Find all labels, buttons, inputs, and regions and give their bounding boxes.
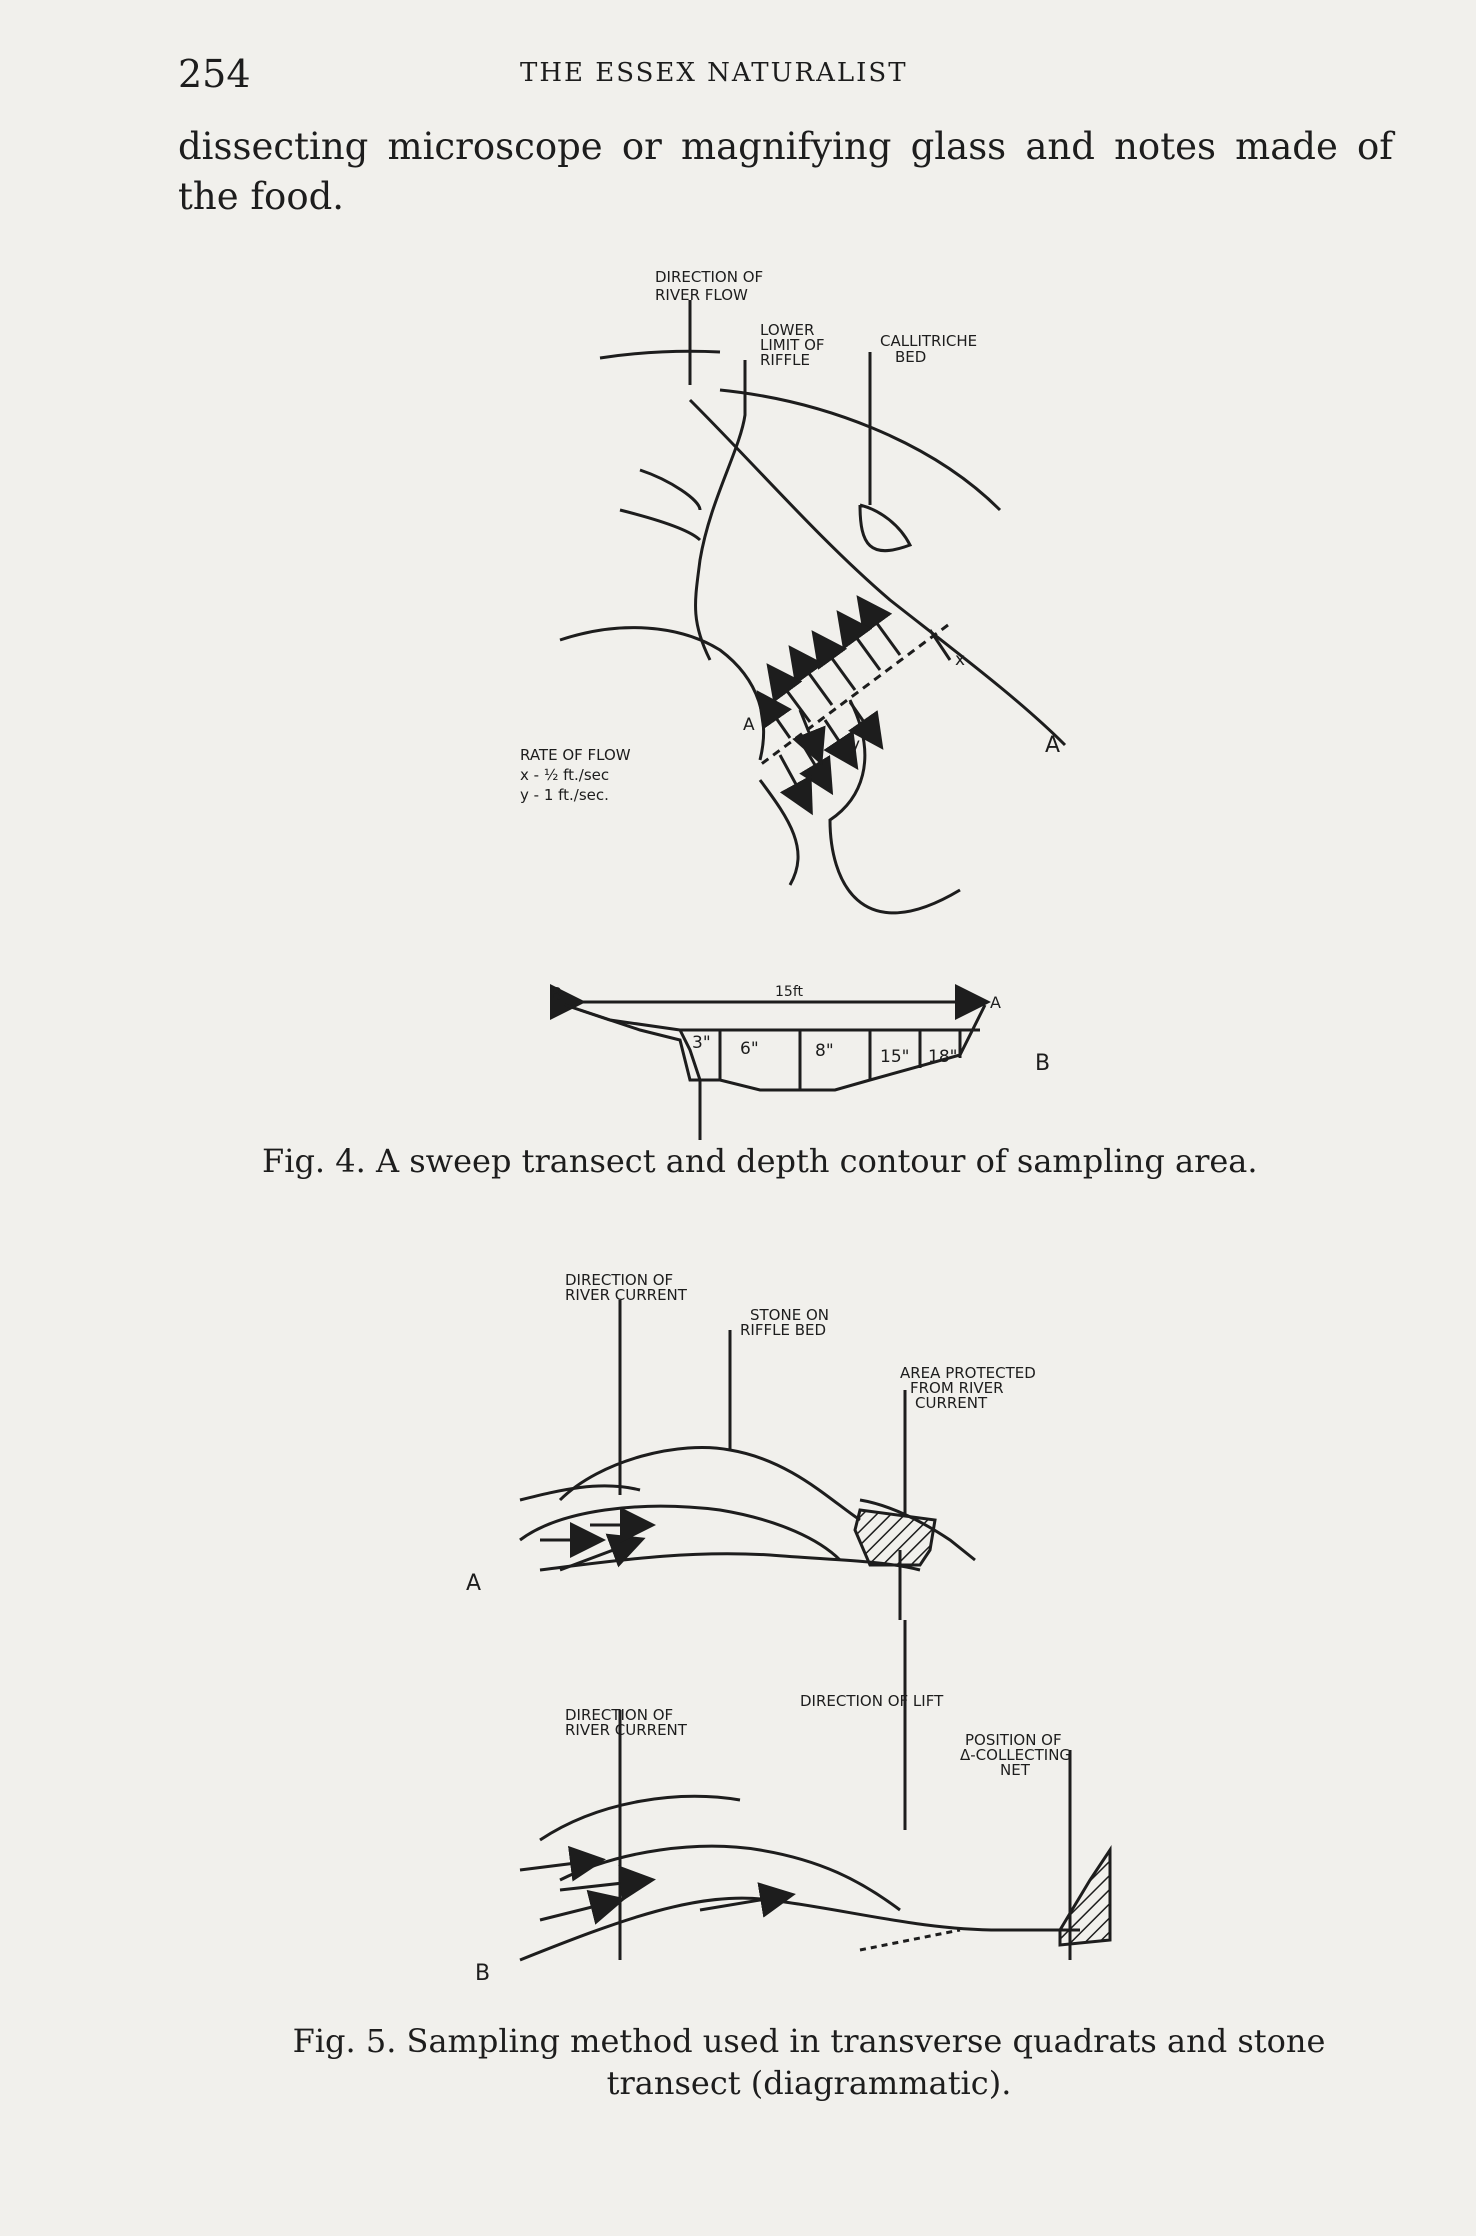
fig4-callitriche-bed (860, 505, 910, 551)
fig5-label-net-2: Δ-COLLECTING (960, 1746, 1072, 1764)
fig4-label-contour-b-left: B (550, 984, 563, 1005)
fig4-depth-8: 8" (815, 1041, 834, 1061)
running-title: THE ESSEX NATURALIST (520, 58, 908, 88)
fig5-label-current-bottom-1: DIRECTION OF (565, 1706, 674, 1724)
fig4-label-lower-1: LOWER (760, 321, 815, 339)
fig5-label-current-top-1: DIRECTION OF (565, 1271, 674, 1289)
fig5-current-arrow (560, 1540, 640, 1570)
fig5-label-net-1: POSITION OF (965, 1731, 1062, 1749)
fig4-label-point-a: A (743, 715, 755, 735)
fig5-label-protected-1: AREA PROTECTED (900, 1364, 1036, 1382)
fig4-label-contour-a-right: A (990, 993, 1001, 1012)
fig4-lower-contour (830, 700, 960, 913)
fig4-label-direction-2: RIVER FLOW (655, 286, 748, 304)
fig4-caption: Fig. 4. A sweep transect and depth contour of sampling area. (262, 1142, 1258, 1180)
fig4-label-point-x: x (955, 650, 966, 670)
fig4-label-point-y: y (850, 735, 861, 755)
body-paragraph: dissecting microscope or magnifying glass and notes made of the food. (178, 125, 1393, 218)
fig5-current-arrow (540, 1900, 620, 1920)
fig5-diagram (520, 1300, 1110, 1960)
fig4-label-right-a: A (1045, 733, 1061, 758)
fig4-label-lower-3: RIFFLE (760, 351, 810, 369)
fig4-y-arrow (800, 710, 820, 760)
fig5-label-protected-3: CURRENT (915, 1394, 988, 1412)
fig4-label-contour-b-right: B (1035, 1051, 1051, 1076)
fig5-caption: Fig. 5. Sampling method used in transverse quadrats and stone transect (diagrammatic). (292, 2022, 1326, 2102)
fig4-label-callitriche-1: CALLITRICHE (880, 332, 978, 350)
fig4-contour-bottom (580, 1005, 985, 1090)
fig5-label-lift: DIRECTION OF LIFT (800, 1692, 944, 1710)
fig4-label-callitriche-2: BED (895, 348, 927, 366)
fig4-labels (520, 268, 1060, 1076)
fig4-left-bank-top (600, 351, 720, 358)
fig5-net-sweep (860, 1930, 960, 1950)
fig4-depth-15: 15" (880, 1047, 910, 1067)
fig4-depth-18: 18" (928, 1047, 958, 1067)
fig4-depth-6: 6" (740, 1039, 759, 1059)
fig4-depth-3: 3" (692, 1033, 711, 1053)
fig5-label-protected-2: FROM RIVER (910, 1379, 1004, 1397)
fig5-label-net-3: NET (1000, 1761, 1030, 1779)
fig4-label-width: 15ft (775, 984, 803, 1000)
fig4-label-rate-y: y - 1 ft./sec. (520, 786, 609, 804)
fig4-diagram (560, 300, 1065, 1140)
fig4-upper-contour (720, 390, 1000, 510)
fig4-label-rate: RATE OF FLOW (520, 746, 631, 764)
fig5-label-current-top-2: RIVER CURRENT (565, 1286, 687, 1304)
fig4-right-bank (690, 400, 1065, 745)
fig4-flow-arrow (792, 650, 832, 705)
fig4-left-shore-2 (620, 510, 700, 540)
fig5-label-point-b: B (475, 1961, 491, 1986)
fig4-label-rate-x: x - ½ ft./sec (520, 766, 610, 784)
fig5-flow-line-bottom (540, 1796, 740, 1840)
fig5-stone-bottom (560, 1846, 900, 1910)
fig4-flow-arrow (840, 615, 880, 670)
fig4-left-shore-1 (640, 470, 700, 510)
fig5-flow-line (520, 1486, 640, 1500)
fig5-stone-inner (520, 1506, 840, 1560)
fig4-lower-bank (760, 780, 798, 885)
fig4-flow-arrow (780, 755, 810, 810)
fig4-flow-arrow (815, 635, 855, 690)
fig5-protected-area (855, 1510, 935, 1565)
fig4-flow-arrow (770, 668, 810, 722)
fig4-contour-profile (565, 1005, 700, 1140)
page-number: 254 (178, 52, 251, 96)
fig4-label-direction-1: DIRECTION OF (655, 268, 764, 286)
fig4-riffle-line (696, 360, 745, 660)
fig4-left-shore-3 (560, 628, 764, 760)
fig4-flow-arrow (860, 600, 900, 655)
fig4-label-lower-2: LIMIT OF (760, 336, 825, 354)
fig5-label-stone-1: STONE ON (750, 1306, 829, 1324)
fig5-labels (466, 1271, 1071, 1986)
fig5-label-current-bottom-2: RIVER CURRENT (565, 1721, 687, 1739)
fig5-current-arrow (560, 1880, 650, 1890)
fig5-label-point-a: A (466, 1571, 482, 1596)
fig5-label-stone-2: RIFFLE BED (740, 1321, 827, 1339)
